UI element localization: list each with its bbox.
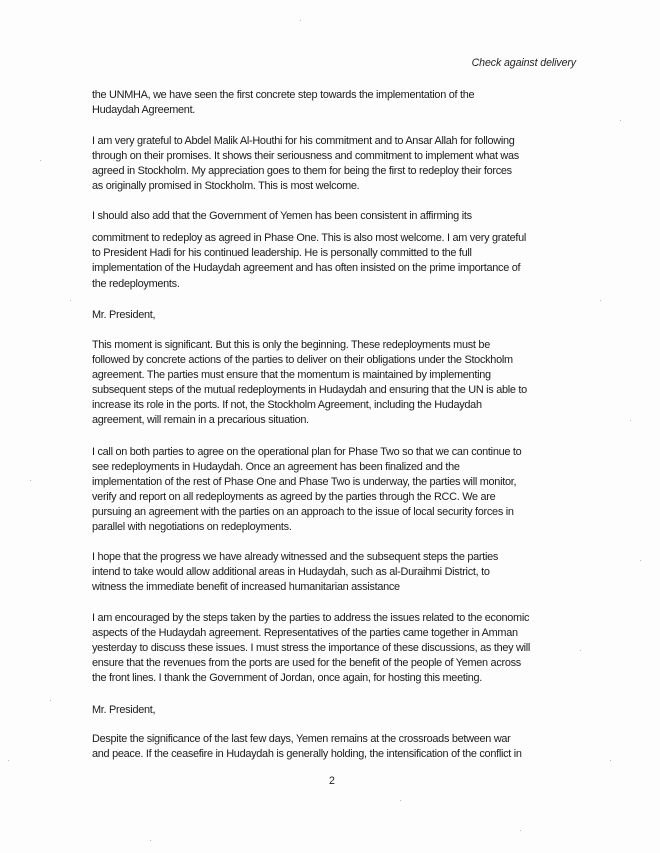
text-line: Mr. President, [92, 704, 156, 716]
scan-speck [580, 650, 581, 651]
text-line: I am very grateful to Abdel Malik Al-Houthi for his commitment and to Ansar Allah for following [92, 135, 515, 147]
text-line: commitment to redeploy as agreed in Phase One. This is also most welcome. I am very grateful [92, 232, 527, 244]
text-line: through on their promises. It shows their seriousness and commitment to implement what was [92, 150, 519, 162]
text-line: This moment is significant. But this is only the beginning. These redeployments must be [92, 339, 490, 351]
scan-speck [630, 420, 631, 421]
text-line: the front lines. I thank the Government of Jordan, once again, for hosting this meeting. [92, 672, 483, 684]
scan-speck [610, 760, 611, 761]
text-line: I am encouraged by the steps taken by the parties to address the issues related to the economic [92, 612, 530, 624]
scan-speck [640, 560, 641, 561]
text-line: agreement, will remain in a precarious situation. [92, 414, 309, 426]
text-line: as originally promised in Stockholm. This is most welcome. [92, 180, 360, 192]
scan-speck [600, 300, 601, 301]
text-line: agreement. The parties must ensure that the momentum is maintained by implementing [92, 369, 491, 381]
scan-speck [520, 830, 521, 831]
page-number: 2 [329, 775, 335, 787]
text-line: the UNMHA, we have seen the first concrete step towards the implementation of the [92, 89, 475, 101]
text-line: to President Hadi for his continued leadership. He is personally committed to the full [92, 247, 472, 259]
text-line: Mr. President, [92, 309, 156, 321]
text-line: and peace. If the ceasefire in Hudaydah is generally holding, the intensification of the conflict in [92, 748, 522, 760]
text-line: aspects of the Hudaydah agreement. Representatives of the parties came together in Amman [92, 627, 518, 639]
scan-speck [8, 760, 9, 761]
scan-speck [620, 120, 621, 121]
text-line: implementation of the rest of Phase One and Phase Two is underway, the parties will monitor, [92, 476, 517, 488]
text-line: witness the immediate benefit of increased humanitarian assistance [92, 581, 400, 593]
text-line: followed by concrete actions of the parties to deliver on their obligations under the Stockholm [92, 354, 513, 366]
text-line: Hudaydah Agreement. [92, 104, 196, 116]
text-line: Despite the significance of the last few days, Yemen remains at the crossroads between war [92, 733, 511, 745]
scan-speck [70, 300, 71, 301]
scan-speck [30, 480, 31, 481]
text-line: I hope that the progress we have already witnessed and the subsequent steps the parties [92, 551, 499, 563]
text-line: I call on both parties to agree on the operational plan for Phase Two so that we can continue to [92, 446, 522, 458]
scan-speck [400, 800, 401, 801]
text-line: pursuing an agreement with the parties on an approach to the issue of local security forces in [92, 506, 514, 518]
text-line: verify and report on all redeployments as agreed by the parties through the RCC. We are [92, 491, 496, 503]
text-line: parallel with negotiations on redeployments. [92, 521, 292, 533]
scan-speck [300, 20, 301, 21]
text-line: implementation of the Hudaydah agreement and has often insisted on the prime importance of [92, 262, 521, 274]
check-against-delivery-note: Check against delivery [471, 57, 576, 69]
text-line: subsequent steps of the mutual redeployments in Hudaydah and ensuring that the UN is able to [92, 384, 527, 396]
scan-speck [40, 160, 41, 161]
scan-speck [50, 700, 51, 701]
text-line: yesterday to discuss these issues. I must stress the importance of these discussions, as they will [92, 642, 531, 654]
scan-speck [150, 840, 151, 841]
text-line: agreed in Stockholm. My appreciation goes to them for being the first to redeploy their forces [92, 165, 512, 177]
text-line: the redeployments. [92, 278, 180, 290]
text-line: ensure that the revenues from the ports are used for the benefit of the people of Yemen across [92, 657, 521, 669]
text-line: increase its role in the ports. If not, the Stockholm Agreement, including the Hudaydah [92, 399, 482, 411]
text-line: I should also add that the Government of Yemen has been consistent in affirming its [92, 210, 472, 222]
text-line: see redeployments in Hudaydah. Once an agreement has been finalized and the [92, 461, 460, 473]
text-line: intend to take would allow additional areas in Hudaydah, such as al-Duraihmi District, to [92, 566, 490, 578]
